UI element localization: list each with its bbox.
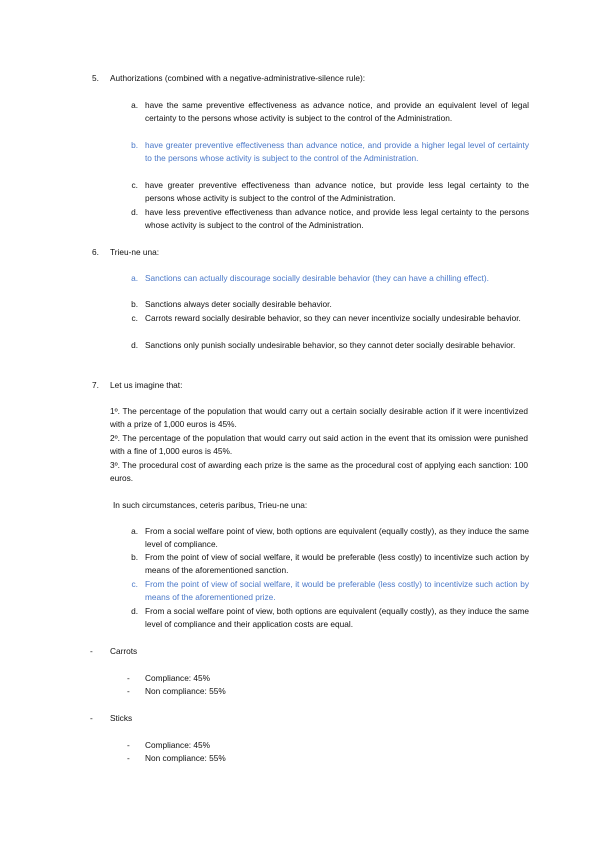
q7-option-b-letter: b. <box>131 552 138 562</box>
notes-sticks-title: Sticks <box>110 713 133 723</box>
sticks-non-compliance: Non compliance: 55% <box>145 753 226 763</box>
q5-option-d-letter: d. <box>131 207 138 217</box>
q5-option-a: have the same preventive effectiveness as advance notice, and provide an equivalent level of legal certainty to the persons whose activity is subject to the control of the Administration. <box>145 100 529 124</box>
bullet-dash: - <box>90 713 93 723</box>
q6-option-c-letter: c. <box>131 313 138 323</box>
question-5-number: 5. <box>92 73 99 83</box>
q6-option-c: Carrots reward socially desirable behavior, so they can never incentivize socially undesirable behavior. <box>145 313 521 323</box>
question-7-text: Let us imagine that: <box>110 380 183 390</box>
notes-carrots-title: Carrots <box>110 646 138 656</box>
q7-premise-1: 1º. The percentage of the population that would carry out a certain socially desirable action if it were incentivized with a prize of 1,000 euros is 45%. <box>110 406 528 430</box>
q7-premise-2: 2º. The percentage of the population that would carry out said action in the event that its omission were punished with a fine of 1,000 euros is 45%. <box>110 433 528 457</box>
q5-option-b-letter: b. <box>131 140 138 150</box>
carrots-non-compliance: Non compliance: 55% <box>145 686 226 696</box>
q7-option-d-letter: d. <box>131 606 138 616</box>
question-6-number: 6. <box>92 247 99 257</box>
q6-option-d: Sanctions only punish socially undesirable behavior, so they cannot deter socially desirable behavior. <box>145 340 516 350</box>
q5-option-c: have greater preventive effectiveness than advance notice, but provide less legal certainty to the persons whose activity is subject to the control of the Administration. <box>145 180 529 204</box>
bullet-dash: - <box>127 740 130 750</box>
carrots-compliance: Compliance: 45% <box>145 673 211 683</box>
q5-option-b: have greater preventive effectiveness than advance notice, and provide a higher legal level of certainty to the persons whose activity is subject to the control of the Administration. <box>145 140 529 164</box>
q6-option-a-letter: a. <box>131 273 138 283</box>
q7-option-c-letter: c. <box>131 579 138 589</box>
sticks-compliance: Compliance: 45% <box>145 740 211 750</box>
q6-option-b-letter: b. <box>131 299 138 309</box>
q7-premise-3: 3º. The procedural cost of awarding each prize is the same as the procedural cost of applying each sanction: 100 euros. <box>110 460 528 484</box>
bullet-dash: - <box>127 753 130 763</box>
bullet-dash: - <box>127 673 130 683</box>
question-6-text: Trieu-ne una: <box>110 247 160 257</box>
q7-prompt: In such circumstances, ceteris paribus, Trieu-ne una: <box>113 500 308 510</box>
q7-option-d: From a social welfare point of view, both options are equivalent (equally costly), as they induce the same level of compliance and their application costs are equal. <box>145 606 529 630</box>
q7-option-b: From the point of view of social welfare, it would be preferable (less costly) to incentivize such action by means of the aforementioned sanction. <box>145 552 529 576</box>
bullet-dash: - <box>127 686 130 696</box>
q6-option-d-letter: d. <box>131 340 138 350</box>
question-5-text: Authorizations (combined with a negative-administrative-silence rule): <box>110 73 366 83</box>
bullet-dash: - <box>90 646 93 656</box>
q7-option-c: From the point of view of social welfare, it would be preferable (less costly) to incentivize such action by means of the aforementioned prize. <box>145 579 529 603</box>
q5-option-c-letter: c. <box>131 180 138 190</box>
q5-option-d: have less preventive effectiveness than advance notice, and provide less legal certainty to the persons whose activity is subject to the control of the Administration. <box>145 207 529 231</box>
q6-option-a: Sanctions can actually discourage socially desirable behavior (they can have a chilling effect). <box>145 273 489 283</box>
q5-option-a-letter: a. <box>131 100 138 110</box>
q7-option-a: From a social welfare point of view, both options are equivalent (equally costly), as they induce the same level of compliance. <box>145 526 529 550</box>
question-7-number: 7. <box>92 380 99 390</box>
q7-option-a-letter: a. <box>131 526 138 536</box>
q6-option-b: Sanctions always deter socially desirable behavior. <box>145 299 332 309</box>
